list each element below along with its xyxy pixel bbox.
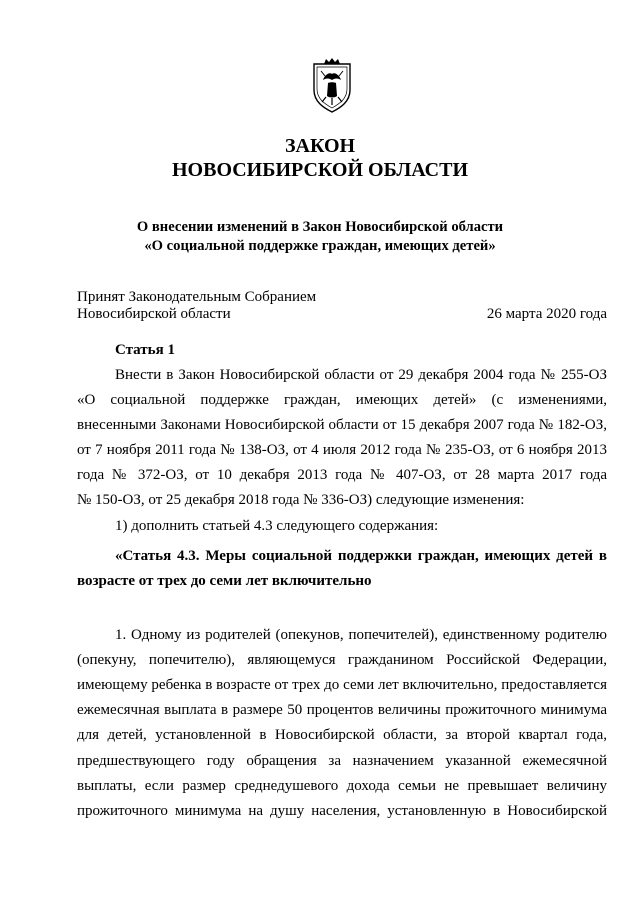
adopted-by-line1: Принят Законодательным Собранием	[77, 289, 317, 305]
point-line: предшествующего году обращения за назначением указанной ежемесячной	[77, 753, 607, 769]
point-line: ежемесячная выплата в размере 50 процентов величины прожиточного минимума	[77, 702, 607, 718]
point-line: прожиточного минимума на душу населения, установленную в Новосибирской	[77, 803, 607, 819]
law-subject-line1: О внесении изменений в Закон Новосибирской области	[136, 219, 504, 235]
point-line: 1. Одному из родителей (опекунов, попечителей), единственному родителю	[115, 627, 607, 643]
law-title: ЗАКОН	[284, 135, 356, 157]
coat-of-arms-icon	[310, 58, 354, 114]
adopted-by-line2: Новосибирской области	[77, 306, 231, 322]
article-heading: Статья 1	[115, 342, 175, 358]
paragraph-line: № 150-ОЗ, от 25 декабря 2018 года № 336-ОЗ) следующие изменения:	[77, 492, 525, 508]
point-line: (опекуну, попечителю), являющемуся гражданином Российской Федерации,	[77, 652, 607, 668]
law-region-title: НОВОСИБИРСКОЙ ОБЛАСТИ	[171, 159, 469, 181]
paragraph-line: «О социальной поддержке граждан, имеющих детей» (с изменениями,	[77, 392, 607, 408]
paragraph-line: года № 372-ОЗ, от 10 декабря 2013 года № 407-ОЗ, от 28 марта 2017 года	[77, 467, 607, 483]
paragraph-line: внесенными Законами Новосибирской области от 15 декабря 2007 года № 182-ОЗ,	[77, 417, 607, 433]
adoption-date: 26 марта 2020 года	[486, 306, 607, 322]
law-subject-line2: «О социальной поддержке граждан, имеющих детей»	[144, 238, 496, 254]
new-article-title-line1: «Статья 4.3. Меры социальной поддержки граждан, имеющих детей в	[115, 548, 607, 564]
amendment-item: 1) дополнить статьей 4.3 следующего содержания:	[115, 518, 439, 534]
paragraph-line: от 7 ноября 2011 года № 138-ОЗ, от 4 июля 2012 года № 235-ОЗ, от 6 ноября 2013	[77, 442, 607, 458]
new-article-title-line2: возрасте от трех до семи лет включительно	[77, 573, 372, 589]
point-line: выплаты, если размер среднедушевого дохода семьи не превышает величину	[77, 778, 607, 794]
point-line: для детей, установленной в Новосибирской области, за второй квартал года,	[77, 727, 607, 743]
paragraph-line: Внести в Закон Новосибирской области от 29 декабря 2004 года № 255-ОЗ	[115, 367, 607, 383]
point-line: имеющему ребенка в возрасте от трех до семи лет включительно, предоставляется	[77, 677, 607, 693]
